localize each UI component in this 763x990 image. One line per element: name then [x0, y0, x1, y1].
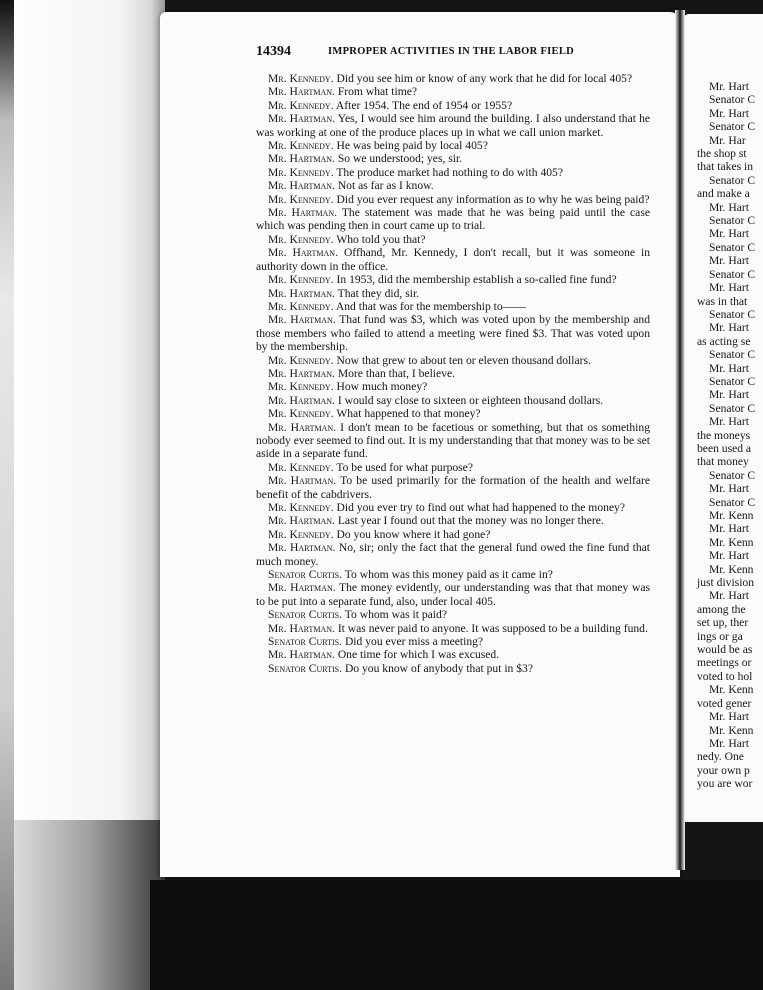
speaker-name: Mr. Kennedy. [268, 72, 334, 85]
facing-page-line: Mr. Har [709, 133, 746, 147]
transcript-paragraph [256, 608, 650, 621]
speech-text: To whom was this money paid as it came in? [344, 568, 553, 582]
facing-page-line: Mr. Hart [709, 361, 749, 375]
facing-page-line: and make a [697, 187, 750, 201]
transcript-paragraph [256, 474, 650, 501]
facing-page-line: Mr. Kenn [709, 562, 754, 576]
transcript-paragraph [256, 85, 650, 98]
facing-page-line: Mr. Hart [709, 80, 749, 93]
facing-page-line: Mr. Hart [709, 549, 749, 563]
facing-page-line: your own p [697, 763, 750, 777]
speech-text: No, sir; only the fact that the general fund owed the fine fund that much money. [256, 541, 651, 568]
speech-text: Last year I found out that the money was no longer there. [337, 514, 604, 528]
speech-text: After 1954. The end of 1954 or 1955? [335, 98, 513, 112]
speaker-name: Mr. Hartman. [268, 179, 335, 193]
speech-text: That they did, sir. [337, 286, 420, 300]
speaker-name: Mr. Hartman. [268, 420, 337, 434]
speech-text: That fund was $3, which was voted upon by the membership and those members who failed to attend a meeting were fined $3. That was voted upon by the membership. [256, 313, 650, 354]
transcript-paragraph [256, 166, 650, 179]
facing-page-line: that money [697, 455, 749, 469]
facing-page-line: Mr. Hart [709, 589, 749, 603]
speaker-name: Mr. Hartman. [268, 621, 335, 635]
transcript-paragraph [256, 581, 650, 608]
transcript-paragraph [256, 407, 650, 420]
speech-text: The statement was made that he was being paid until the case which was pending then in court came up to trial. [256, 206, 650, 233]
speaker-name: Mr. Kennedy. [268, 460, 334, 474]
facing-page-line: Senator C [709, 120, 756, 134]
speech-text: Offhand, Mr. Kennedy, I don't recall, but it was someone in authority down in the office. [256, 246, 650, 273]
facing-page-line: Mr. Hart [709, 522, 749, 536]
speaker-name: Mr. Hartman. [268, 393, 335, 407]
transcript-paragraph [256, 380, 650, 393]
facing-page-line: as acting se [697, 334, 751, 348]
facing-page-line: Senator C [709, 495, 756, 509]
facing-page-line: set up, ther [697, 616, 749, 630]
speech-text: To whom was it paid? [344, 608, 447, 622]
speech-text: Yes, I would see him around the building. I also understand that he was working at one of the produce places up in what we call union market. [256, 112, 651, 139]
speech-text: In 1953, did the membership establish a so-called fine fund? [336, 273, 617, 287]
facing-page-line: voted gener [697, 696, 752, 710]
transcript-paragraph [256, 206, 650, 233]
scanner-edge [0, 0, 14, 990]
speech-text: The produce market had nothing to do with 405? [336, 165, 563, 179]
speaker-name: Mr. Hartman. [268, 206, 338, 220]
transcript-paragraph [256, 568, 650, 581]
transcript-paragraph [256, 461, 650, 474]
transcript-paragraph [256, 354, 650, 367]
facing-page-line: voted to hol [697, 669, 753, 683]
facing-page-line: Mr. Kenn [709, 723, 754, 737]
book-gutter [675, 10, 685, 870]
facing-page-line: Mr. Hart [709, 736, 749, 750]
transcript-paragraph [256, 541, 650, 568]
facing-page-line: Mr. Hart [709, 321, 749, 335]
page-number: 14394 [256, 44, 291, 59]
speaker-name: Mr. Hartman. [268, 514, 335, 528]
facing-page-line: ings or ga [697, 629, 743, 643]
speaker-name: Mr. Hartman. [268, 366, 335, 380]
speaker-name: Mr. Kennedy. [268, 501, 334, 514]
transcript-paragraph [256, 193, 650, 206]
facing-page-line: Mr. Hart [709, 415, 749, 429]
speech-text: Who told you that? [336, 232, 426, 246]
facing-page-line: would be as [697, 643, 753, 657]
transcript-paragraph [256, 233, 650, 246]
speech-text: To be used primarily for the formation of the health and welfare benefit of the cabdrivers. [256, 474, 650, 501]
transcript-paragraph [256, 139, 650, 152]
speech-text: Did you ever request any information as to why he was being paid? [336, 192, 650, 206]
speaker-name: Mr. Kennedy. [268, 139, 334, 153]
transcript-paragraph [256, 72, 650, 85]
transcript-paragraph [256, 662, 650, 675]
speaker-name: Mr. Hartman. [268, 474, 337, 488]
facing-page-line: meetings or [697, 656, 752, 670]
speech-text: Did you ever try to find out what had happened to the money? [336, 501, 625, 514]
facing-page-line: been used a [697, 441, 752, 455]
speech-text: How much money? [336, 380, 428, 394]
transcript-paragraph [256, 648, 650, 661]
speech-text: I would say close to sixteen or eighteen thousand dollars. [337, 393, 604, 407]
speaker-name: Mr. Kennedy. [268, 98, 334, 112]
speaker-name: Senator Curtis. [268, 661, 343, 675]
speech-text: It was never paid to anyone. It was supposed to be a building fund. [337, 621, 648, 635]
facing-page-line: Senator C [709, 173, 756, 187]
transcript-paragraph [256, 273, 650, 286]
facing-page-line: Senator C [709, 468, 756, 482]
facing-page-line: Mr. Hart [709, 227, 749, 241]
facing-page-line: just division [697, 576, 755, 590]
transcript-paragraph [256, 367, 650, 380]
facing-page-line: Mr. Kenn [709, 683, 754, 697]
transcript-paragraph [256, 300, 650, 313]
facing-page-line: Senator C [709, 214, 756, 228]
speech-text: So we understood; yes, sir. [337, 152, 463, 166]
speaker-name: Senator Curtis. [268, 635, 343, 649]
facing-page-line: nedy. One [697, 750, 744, 764]
speaker-name: Mr. Hartman. [268, 246, 338, 260]
speech-text: I don't mean to be facetious or something, but that os something nobody ever seemed to find out. It is my understanding that that money was to be set aside in a separate fund. [256, 420, 651, 461]
facing-page-line: Mr. Kenn [709, 535, 754, 549]
transcript-paragraph [256, 394, 650, 407]
speech-text: Did you see him or know of any work that he did for local 405? [336, 72, 633, 85]
transcript-paragraph [256, 287, 650, 300]
speech-text: One time for which I was excused. [337, 648, 500, 662]
speech-text: To be used for what purpose? [336, 460, 473, 474]
speaker-name: Mr. Kennedy. [268, 407, 334, 421]
facing-page-line: Senator C [709, 93, 756, 107]
speaker-name: Mr. Kennedy. [268, 232, 334, 246]
facing-page-line: Mr. Hart [709, 281, 749, 295]
facing-page-line: Mr. Hart [709, 254, 749, 268]
facing-page-line: was in that [697, 294, 748, 308]
speaker-name: Mr. Hartman. [268, 648, 335, 662]
speaker-name: Mr. Kennedy. [268, 192, 334, 206]
transcript-paragraph [256, 99, 650, 112]
facing-page-line: Mr. Kenn [709, 509, 754, 522]
speaker-name: Mr. Kennedy. [268, 527, 334, 541]
speech-text: From what time? [337, 85, 418, 99]
transcript-paragraph [256, 246, 650, 273]
facing-page-line: you are wor [697, 777, 753, 791]
facing-page-line: that takes in [697, 160, 754, 174]
speaker-name: Mr. Kennedy. [268, 299, 334, 313]
speaker-name: Senator Curtis. [268, 608, 343, 622]
facing-page-line: Senator C [709, 348, 756, 362]
speech-text: The money evidently, our understanding was that that money was to be put into a separate fund, also, under local 405. [256, 581, 650, 608]
facing-page-line: the shop st [697, 147, 747, 161]
transcript-paragraph [256, 622, 650, 635]
speech-text: He was being paid by local 405? [336, 139, 488, 153]
speaker-name: Mr. Kennedy. [268, 273, 334, 287]
facing-page-line: Senator C [709, 267, 756, 281]
facing-page-line: Mr. Hart [709, 106, 749, 120]
transcript-paragraph [256, 152, 650, 165]
speech-text: Do you know of anybody that put in $3? [344, 661, 533, 675]
speaker-name: Mr. Kennedy. [268, 165, 334, 179]
page-header [256, 44, 651, 64]
speech-text: Now that grew to about ten or eleven thousand dollars. [336, 353, 591, 367]
speech-text: More than that, I believe. [337, 366, 455, 380]
speech-text: Did you ever miss a meeting? [344, 635, 484, 649]
transcript-paragraph [256, 112, 650, 139]
facing-page-line: Senator C [709, 240, 756, 254]
speech-text: Do you know where it had gone? [336, 527, 491, 541]
speaker-name: Mr. Hartman. [268, 581, 336, 595]
transcript-paragraph [256, 635, 650, 648]
facing-page-line: among the [697, 602, 746, 616]
speaker-name: Mr. Kennedy. [268, 380, 334, 394]
facing-page-line: Senator C [709, 401, 756, 415]
speaker-name: Mr. Hartman. [268, 313, 336, 327]
facing-page-line: the moneys [697, 428, 751, 442]
transcript-paragraph [256, 528, 650, 541]
speaker-name: Senator Curtis. [268, 568, 343, 582]
speaker-name: Mr. Hartman. [268, 541, 336, 555]
speaker-name: Mr. Kennedy. [268, 353, 334, 367]
transcript-body [256, 72, 650, 675]
speech-text: What happened to that money? [336, 407, 481, 421]
transcript-paragraph [256, 179, 650, 192]
running-title: IMPROPER ACTIVITIES IN THE LABOR FIELD [328, 46, 575, 57]
speaker-name: Mr. Hartman. [268, 152, 335, 166]
speech-text: Not as far as I know. [337, 179, 434, 193]
facing-page-line: Senator C [709, 374, 756, 388]
facing-page-line: Mr. Hart [709, 482, 749, 496]
speaker-name: Mr. Hartman. [268, 286, 335, 300]
facing-page-line: Mr. Hart [709, 388, 749, 402]
transcript-paragraph [256, 501, 650, 514]
speaker-name: Mr. Hartman. [268, 112, 336, 126]
scanner-shadow [0, 820, 165, 990]
transcript-paragraph [256, 421, 650, 461]
speaker-name: Mr. Hartman. [268, 85, 335, 99]
facing-page-line: Mr. Hart [709, 710, 749, 724]
facing-page-text [697, 80, 763, 791]
facing-page-line: Mr. Hart [709, 200, 749, 214]
speech-text: And that was for the membership to—— [335, 299, 526, 313]
scanner-background-bottom [150, 880, 763, 990]
transcript-paragraph [256, 313, 650, 353]
facing-page-line: Senator C [709, 307, 756, 321]
transcript-paragraph [256, 514, 650, 527]
